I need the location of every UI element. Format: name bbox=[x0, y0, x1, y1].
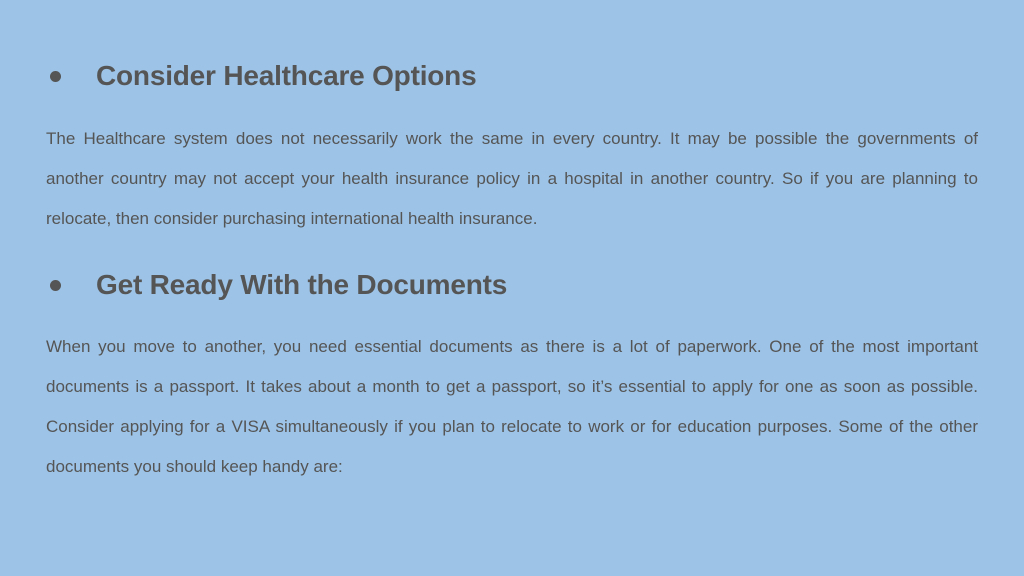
section-heading-row bbox=[50, 56, 476, 96]
section-heading-row bbox=[50, 265, 507, 305]
bullet-icon bbox=[50, 280, 61, 291]
section-heading: Consider Healthcare Options bbox=[96, 60, 477, 91]
bullet-icon bbox=[50, 71, 61, 82]
section-paragraph: The Healthcare system does not necessarily work the same in every country. It may be possible the governments of another country may not accept your health insurance policy in a hospital in another country. So if you are planning to relocate, then consider purchasing international health insurance. bbox=[46, 129, 978, 228]
section-heading: Get Ready With the Documents bbox=[96, 269, 508, 300]
section-paragraph: When you move to another, you need essential documents as there is a lot of paperwork. One of the most important documents is a passport. It takes about a month to get a passport, so it’s essential to apply for one as soon as possible. Consider applying for a VISA simultaneously if you plan to relocate to work or for education purposes. Some of the other documents you should keep handy are: bbox=[46, 337, 978, 476]
